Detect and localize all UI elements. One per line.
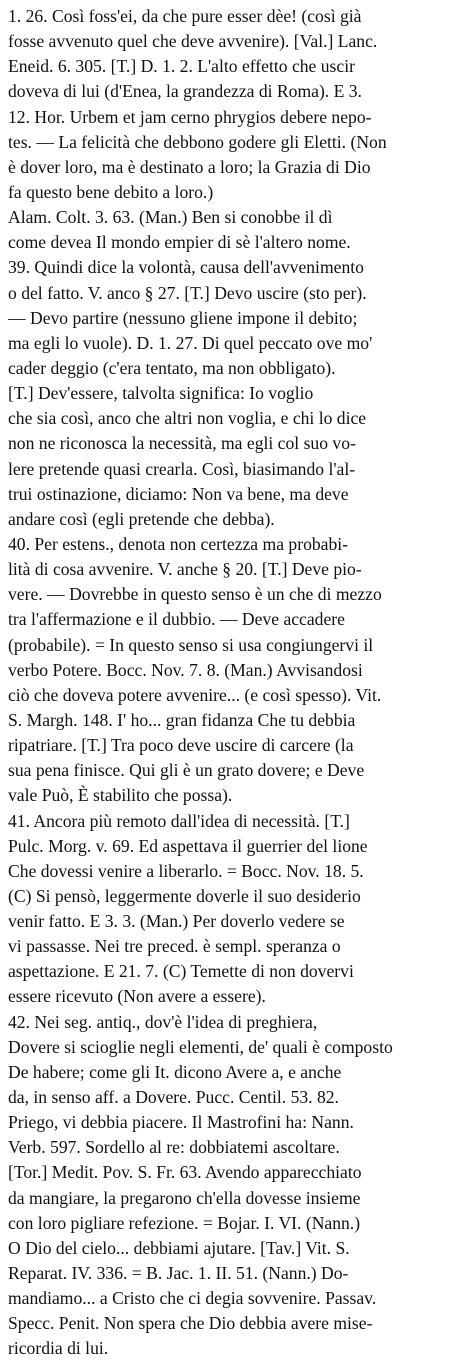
text-line: ciò che doveva potere avvenire... (e così spesso). Vit.: [8, 684, 382, 705]
text-line: tes. — La felicità che debbono godere gli Eletti. (Non: [8, 131, 387, 152]
text-line: mandiamo... a Cristo che ci degia sovvenire. Passav.: [8, 1288, 377, 1309]
text-line: trui ostinazione, diciamo: Non va bene, ma deve: [8, 483, 349, 504]
text-line: Priego, vi debbia piacere. Il Mastrofini ha: Nann.: [8, 1112, 354, 1133]
text-line: vale Può, È stabilito che possa).: [8, 785, 233, 806]
text-line: da mangiare, la pregarono ch'ella dovesse insieme: [8, 1187, 361, 1208]
text-line: che sia così, anco che altri non voglia, e chi lo dice: [8, 408, 367, 429]
text-line: Pulc. Morg. v. 69. Ed aspettava il guerrier del lione: [8, 835, 368, 856]
text-line: O Dio del cielo... debbiami ajutare. [Tav.] Vit. S.: [8, 1237, 350, 1258]
text-line: Reparat. IV. 336. = B. Jac. 1. II. 51. (Nann.) Do-: [8, 1263, 349, 1284]
text-line: Dovere si scioglie negli elementi, de' quali è composto: [8, 1036, 393, 1057]
text-line: o del fatto. V. anco § 27. [T.] Devo uscire (sto per).: [8, 282, 367, 303]
text-line: De habere; come gli It. dicono Avere a, e anche: [8, 1061, 342, 1082]
text-line: [T.] Dev'essere, talvolta significa: Io voglio: [8, 383, 314, 404]
text-line: da, in senso aff. a Dovere. Pucc. Centil. 53. 82.: [8, 1087, 339, 1108]
text-line: come devea Il mondo empier di sè l'altero nome.: [8, 232, 351, 253]
text-line: sua pena finisce. Qui gli è un grato dovere; e Deve: [8, 760, 365, 781]
text-line: (C) Si pensò, leggermente doverle il suo desiderio: [8, 885, 361, 906]
text-line: Alam. Colt. 3. 63. (Man.) Ben si conobbe il dì: [8, 207, 333, 228]
text-line: verbo Potere. Bocc. Nov. 7. 8. (Man.) Avvisandosi: [8, 659, 363, 680]
text-line: lità di cosa avvenire. V. anche § 20. [T.] Deve pio-: [8, 559, 362, 580]
text-line: [Tor.] Medit. Pov. S. Fr. 63. Avendo apparecchiato: [8, 1162, 362, 1183]
text-line: è dover loro, ma è destinato a loro; la Grazia di Dio: [8, 156, 371, 177]
text-line: fa questo bene debito a loro.): [8, 181, 214, 202]
text-line: Verb. 597. Sordello al re: dobbiatemi ascoltare.: [8, 1137, 340, 1158]
text-line: non ne riconosca la necessità, ma egli col suo vo-: [8, 433, 356, 454]
text-line: lere pretende quasi crearla. Così, biasimando l'al-: [8, 458, 356, 479]
text-line: ma egli lo vuole). D. 1. 27. Di quel peccato ove mo': [8, 332, 373, 353]
text-line: Specc. Penit. Non spera che Dio debbia avere mise-: [8, 1313, 373, 1334]
text-line: vere. — Dovrebbe in questo senso è un che di mezzo: [8, 584, 382, 605]
text-line: ricordia di lui.: [8, 1338, 109, 1359]
text-line: andare così (egli pretende che debba).: [8, 508, 275, 529]
text-line: S. Margh. 148. I' ho... gran fidanza Che tu debbia: [8, 709, 356, 730]
text-line: cader deggio (c'era tentato, ma non obbligato).: [8, 357, 336, 378]
text-line: 42. Nei seg. antiq., dov'è l'idea di preghiera,: [8, 1011, 318, 1032]
text-line: doveva di lui (d'Enea, la grandezza di Roma). E 3.: [8, 81, 362, 102]
text-line: Che dovessi venire a liberarlo. = Bocc. Nov. 18. 5.: [8, 860, 364, 881]
text-line: 12. Hor. Urbem et jam cerno phrygios debere nepo-: [8, 106, 372, 127]
text-line: con loro pigliare refezione. = Bojar. I. VI. (Nann.): [8, 1212, 361, 1233]
text-line: 41. Ancora più remoto dall'idea di necessità. [T.]: [8, 810, 350, 831]
text-line: aspettazione. E 21. 7. (C) Temette di non dovervi: [8, 961, 354, 982]
text-line: Eneid. 6. 305. [T.] D. 1. 2. L'alto effetto che uscir: [8, 56, 355, 77]
text-line: 1. 26. Così foss'ei, da che pure esser dèe! (così già: [8, 6, 362, 26]
text-line: tra l'affermazione e il dubbio. — Deve accadere: [8, 609, 345, 630]
text-line: 39. Quindi dice la volontà, causa dell'avvenimento: [8, 257, 364, 278]
text-line: — Devo partire (nessuno gliene impone il debito;: [8, 307, 358, 328]
text-line: essere ricevuto (Non avere a essere).: [8, 986, 266, 1007]
text-line: 40. Per estens., denota non certezza ma probabi-: [8, 533, 349, 554]
text-line: vi passasse. Nei tre preced. è sempl. speranza o: [8, 936, 341, 957]
text-line: (probabile). = In questo senso si usa congiungervi il: [8, 634, 374, 655]
text-column: [8, 4, 467, 1362]
text-line: venir fatto. E 3. 3. (Man.) Per doverlo vedere se: [8, 911, 345, 932]
text-line: fosse avvenuto quel che deve avvenire). [Val.] Lanc.: [8, 31, 378, 52]
text-line: ripatriare. [T.] Tra poco deve uscire di carcere (la: [8, 735, 354, 756]
